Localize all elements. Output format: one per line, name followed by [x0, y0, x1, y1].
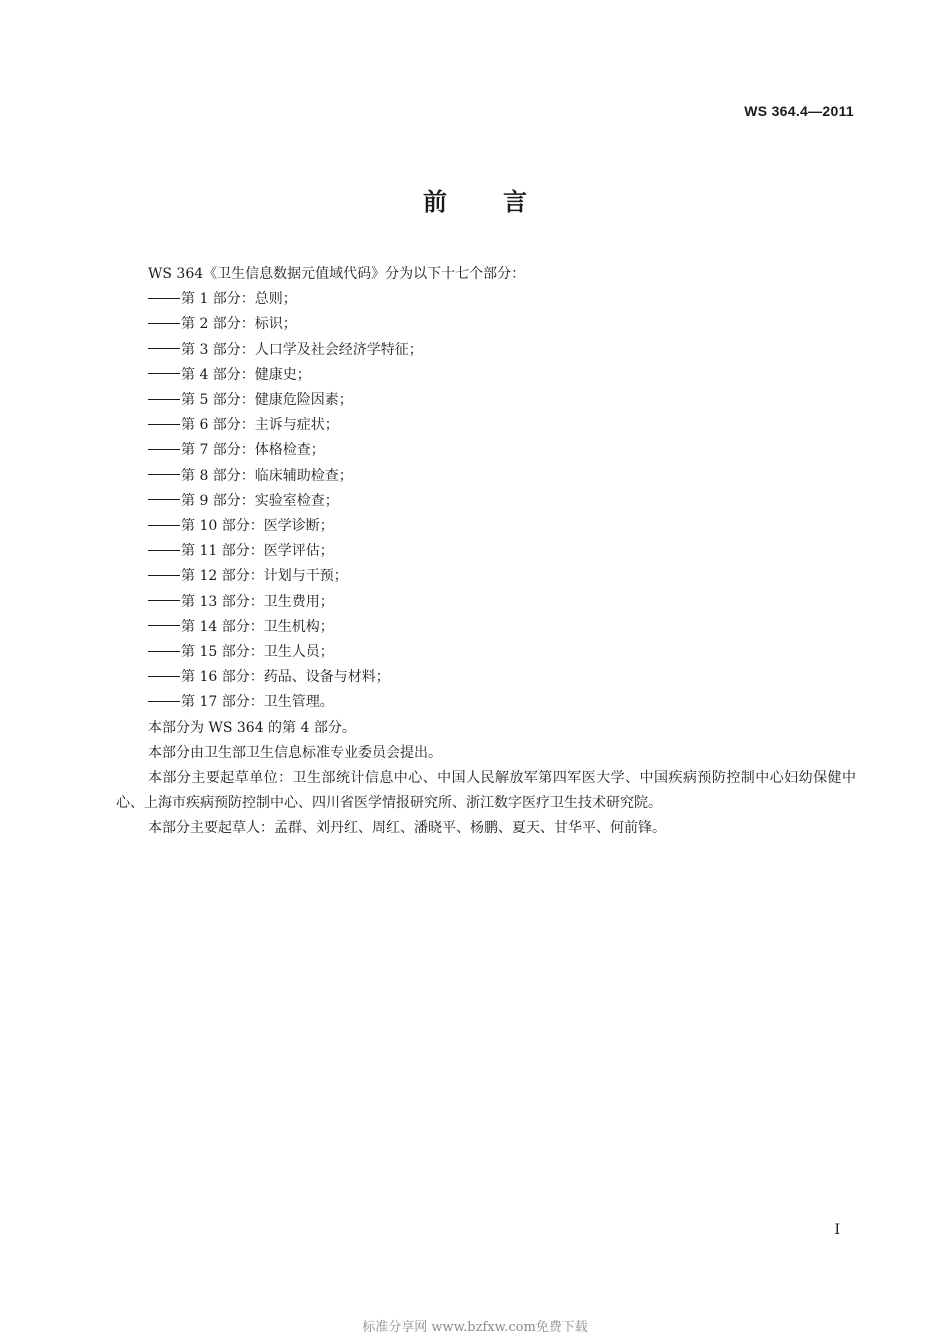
list-item: 第 3 部分：人口学及社会经济学特征； [116, 338, 856, 363]
proposed-by-paragraph: 本部分由卫生部卫生信息标准专业委员会提出。 [148, 744, 442, 761]
em-dash-icon [148, 676, 180, 677]
em-dash-icon [148, 525, 180, 526]
list-item: 第 11 部分：医学评估； [116, 539, 856, 564]
em-dash-icon [148, 651, 180, 652]
em-dash-icon [148, 373, 180, 374]
list-item: 第 7 部分：体格检查； [116, 438, 856, 463]
em-dash-icon [148, 550, 180, 551]
em-dash-icon [148, 424, 180, 425]
this-part-paragraph: 本部分为 WS 364 的第 4 部分。 [148, 719, 356, 736]
em-dash-icon [148, 625, 180, 626]
drafters-paragraph: 本部分主要起草人：孟群、刘丹红、周红、潘晓平、杨鹏、夏天、甘华平、何前锋。 [148, 820, 666, 837]
list-item: 第 6 部分：主诉与症状； [116, 413, 856, 438]
list-item: 第 17 部分：卫生管理。 [116, 690, 856, 715]
em-dash-icon [148, 600, 180, 601]
em-dash-icon [148, 323, 180, 324]
page-number: I [834, 1222, 840, 1238]
list-item: 第 5 部分：健康危险因素； [116, 388, 856, 413]
list-item: 第 9 部分：实验室检查； [116, 489, 856, 514]
list-item: 第 1 部分：总则； [116, 287, 856, 312]
em-dash-icon [148, 348, 180, 349]
list-item: 第 16 部分：药品、设备与材料； [116, 665, 856, 690]
document-body [116, 262, 856, 842]
list-item: 第 4 部分：健康史； [116, 363, 856, 388]
em-dash-icon [148, 701, 180, 702]
page-title: 前言 [423, 188, 583, 216]
parts-list [116, 287, 856, 715]
list-item: 第 8 部分：临床辅助检查； [116, 464, 856, 489]
em-dash-icon [148, 298, 180, 299]
drafting-units-paragraph: 本部分主要起草单位：卫生部统计信息中心、中国人民解放军第四军医大学、中国疾病预防控制中心妇幼保健中心、上海市疾病预防控制中心、四川省医学情报研究所、浙江数字医疗卫生技术研究院。 [116, 770, 856, 812]
list-item: 第 12 部分：计划与干预； [116, 564, 856, 589]
list-item: 第 13 部分：卫生费用； [116, 590, 856, 615]
em-dash-icon [148, 399, 180, 400]
list-item: 第 10 部分：医学诊断； [116, 514, 856, 539]
document-code: WS 364.4—2011 [744, 103, 854, 119]
em-dash-icon [148, 575, 180, 576]
em-dash-icon [148, 499, 180, 500]
list-item: 第 2 部分：标识； [116, 312, 856, 337]
em-dash-icon [148, 474, 180, 475]
intro-paragraph: WS 364《卫生信息数据元值域代码》分为以下十七个部分： [148, 266, 526, 282]
list-item: 第 15 部分：卫生人员； [116, 640, 856, 665]
em-dash-icon [148, 449, 180, 450]
watermark-text: 标准分享网 www.bzfxw.com免费下载 [362, 1320, 588, 1335]
list-item: 第 14 部分：卫生机构； [116, 615, 856, 640]
